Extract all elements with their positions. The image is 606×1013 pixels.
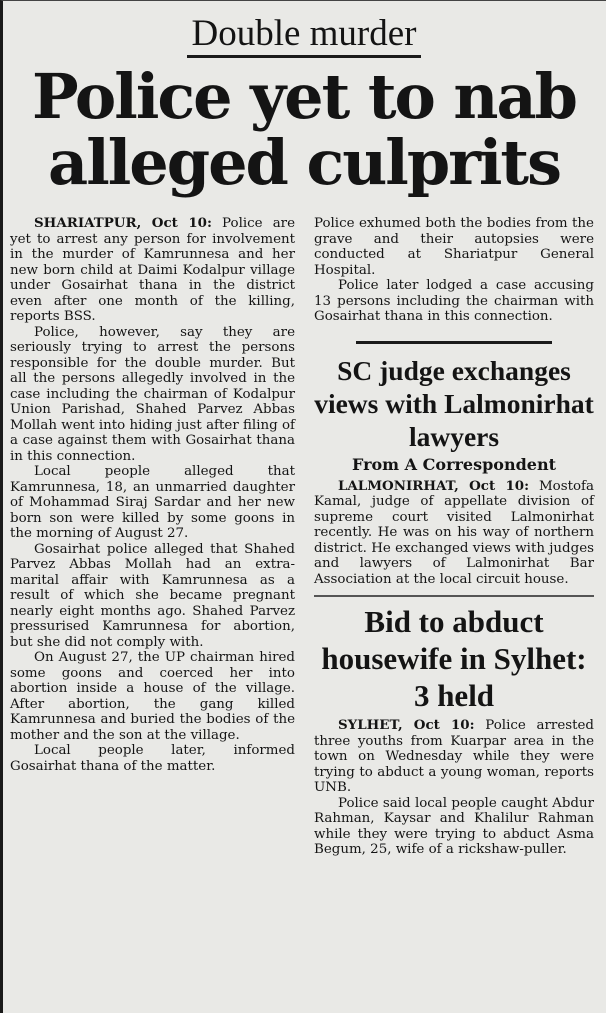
kicker bbox=[10, 15, 598, 58]
main-dateline: SHARIATPUR, Oct 10: bbox=[34, 215, 212, 231]
story-separator bbox=[314, 595, 594, 597]
main-paragraph-6: Local people later, informed Gosairhat thana of the matter. bbox=[10, 743, 295, 774]
main-paragraph-5: On August 27, the UP chairman hired some goons and coerced her into abortion inside a house of the village. After abortion, the gang killed Kamrunnesa and buried the bodies of the mother and the son at the village. bbox=[10, 650, 295, 743]
story-columns bbox=[10, 216, 598, 858]
main-paragraph-1 bbox=[10, 216, 295, 325]
story3-headline: Bid to abduct housewife in Sylhet: 3 held bbox=[321, 604, 587, 713]
story2-dateline: LALMONIRHAT, Oct 10: bbox=[338, 477, 530, 494]
main-continued-2: Police later lodged a case accusing 13 persons including the chairman with Gosairhat thana in this connection. bbox=[314, 278, 594, 324]
main-paragraph-3: Local people alleged that Kamrunnesa, 18, an unmarried daughter of Mohammad Siraj Sardar and her new born son were killed by some goons in the morning of August 27. bbox=[10, 464, 295, 541]
kicker-text: Double murder bbox=[187, 15, 420, 58]
main-paragraph-1-text: Police are yet to arrest any person for involvement in the murder of Kamrunnesa and her new born child at Daimi Kodalpur village under Gosairhat thana in the district even after one month of the killing, reports BSS. bbox=[10, 216, 296, 324]
story2-body bbox=[314, 479, 594, 588]
story3-paragraph-1-text: Police arrested three youths from Kuarpar area in the town on Wednesday while they were trying to abduct a young woman, reports UNB. bbox=[314, 718, 594, 795]
story2-body-text: Mostofa Kamal, judge of appellate division of supreme court visited Lalmonirhat recently. He was on his way of northern district. He exchanged views with judges and lawyers of Lalmonirhat Bar Association at the local circuit house. bbox=[314, 478, 594, 587]
story3-dateline: SYLHET, Oct 10: bbox=[338, 717, 475, 733]
left-column bbox=[10, 216, 303, 858]
section-rule bbox=[356, 341, 552, 344]
headline-line-1: Police yet to nab bbox=[31, 60, 577, 133]
story2-byline: From A Correspondent bbox=[352, 454, 556, 474]
story2-headline: SC judge exchanges views with Lalmonirhat lawyers bbox=[314, 354, 594, 452]
headline-line-2: alleged culprits bbox=[48, 126, 560, 199]
main-paragraph-2: Police, however, say they are seriously trying to arrest the persons responsible for the double murder. But all the persons allegedly involved in the case including the chairman of Kodalpur Union Parishad, Shahed Parvez Abbas Mollah went into hiding just after filing of a case against them with Gosairhat thana in this connection. bbox=[10, 324, 295, 464]
main-headline bbox=[10, 60, 598, 199]
story3-paragraph-1 bbox=[314, 718, 594, 796]
main-paragraph-4: Gosairhat police alleged that Shahed Parvez Abbas Mollah had an extra-marital affair with Kamrunnesa as a result of which she became pregnant nearly eight months ago. Shahed Parvez pressurised Kamrunnesa for abortion, but she did not comply with. bbox=[10, 541, 295, 650]
story3-paragraph-2: Police said local people caught Abdur Rahman, Kaysar and Khalilur Rahman while they were trying to abduct Asma Begum, 25, wife of a rickshaw-puller. bbox=[314, 795, 594, 857]
right-column bbox=[303, 216, 594, 858]
main-continued-1: Police exhumed both the bodies from the grave and their autopsies were conducted at Shariatpur General Hospital. bbox=[314, 216, 594, 278]
